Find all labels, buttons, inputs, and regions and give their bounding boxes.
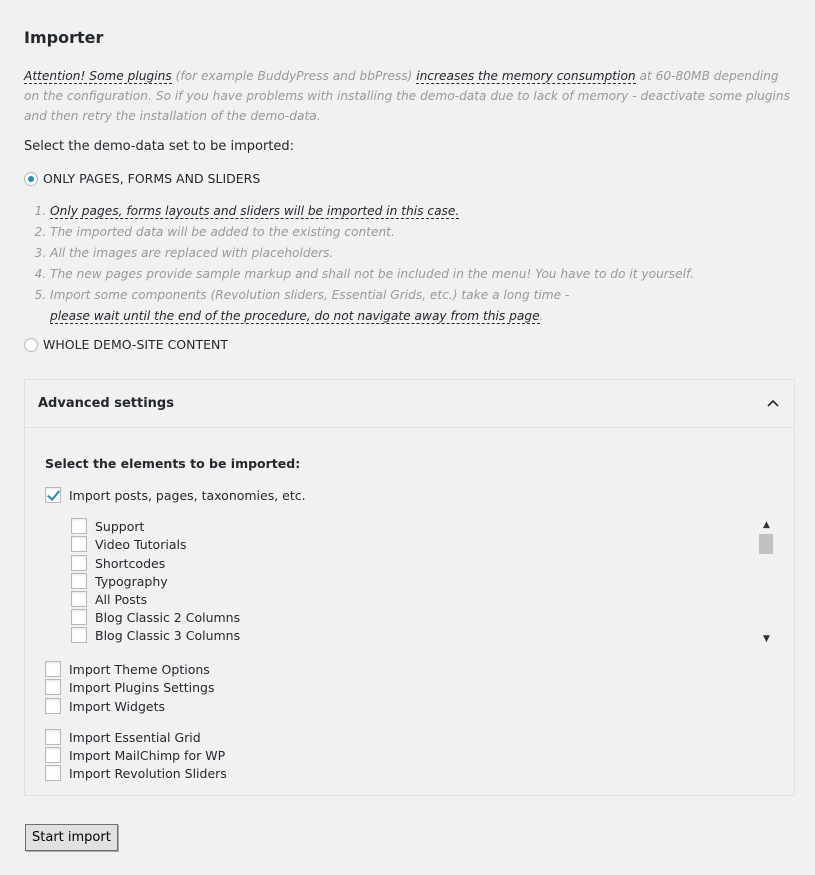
note-item <box>50 201 810 222</box>
checkbox-label: Typography <box>95 573 168 589</box>
note-item: 3. All the images are replaced with placeholders. <box>50 243 810 264</box>
attention-text: (for example BuddyPress and bbPress) <box>171 69 417 83</box>
elements-label: Select the elements to be imported: <box>45 456 301 471</box>
page-option[interactable] <box>71 518 144 534</box>
checkbox-label: Blog Classic 2 Columns <box>95 609 241 625</box>
checkbox[interactable] <box>45 679 61 695</box>
pages-scroll-list[interactable] <box>71 518 775 646</box>
attention-notice <box>24 66 794 126</box>
checkbox-label: Video Tutorials <box>95 536 187 552</box>
import-mailchimp[interactable] <box>45 747 225 763</box>
note-text: Import some components (Revolution sliders, Essential Grids, etc.) take a long time - <box>50 288 570 302</box>
import-plugins-settings[interactable] <box>45 679 214 695</box>
radio-whole-site[interactable] <box>24 337 228 352</box>
page-option[interactable] <box>71 555 165 571</box>
chevron-up-icon[interactable] <box>766 396 780 412</box>
note-warning: please wait until the end of the procedure, do not navigate away from this page <box>50 309 540 323</box>
checkbox[interactable] <box>71 518 87 534</box>
page-option[interactable] <box>71 591 147 607</box>
checkbox-label: All Posts <box>95 591 148 607</box>
import-widgets[interactable] <box>45 698 165 714</box>
select-demo-label: Select the demo-data set to be imported: <box>24 139 295 154</box>
radio-only-pages[interactable] <box>24 171 260 186</box>
checkbox[interactable] <box>71 609 87 625</box>
checkbox[interactable] <box>45 747 61 763</box>
checkbox[interactable] <box>71 536 87 552</box>
page-option[interactable] <box>71 609 240 625</box>
arrow-up-icon[interactable]: ▲ <box>763 520 770 530</box>
checkbox-label: Import Revolution Sliders <box>69 765 227 781</box>
radio-label: WHOLE DEMO-SITE CONTENT <box>43 337 229 352</box>
memory-link[interactable]: increases the memory consumption <box>416 69 636 83</box>
checkbox-label: Import Essential Grid <box>69 729 201 745</box>
radio-label: ONLY PAGES, FORMS AND SLIDERS <box>43 171 261 186</box>
attention-link[interactable]: Attention! Some plugins <box>24 69 172 83</box>
radio-button[interactable] <box>24 172 38 186</box>
checkbox[interactable] <box>45 698 61 714</box>
advanced-settings-header[interactable] <box>25 380 794 428</box>
page-option[interactable] <box>71 627 240 643</box>
import-posts-option[interactable] <box>45 487 306 503</box>
page-option[interactable] <box>71 536 186 552</box>
arrow-down-icon[interactable]: ▼ <box>763 634 770 644</box>
scrollbar-thumb[interactable] <box>759 534 773 554</box>
checkbox[interactable] <box>45 487 61 503</box>
page-title: Importer <box>24 28 104 47</box>
checkbox[interactable] <box>71 627 87 643</box>
import-essential-grid[interactable] <box>45 729 201 745</box>
page-option[interactable] <box>71 573 168 589</box>
checkbox-label: Blog Classic 3 Columns <box>95 627 241 643</box>
advanced-settings-title: Advanced settings <box>38 396 174 411</box>
note-item: 4. The new pages provide sample markup and shall not be included in the menu! You have to do it yourself. <box>50 264 810 285</box>
checkbox[interactable] <box>71 591 87 607</box>
checkbox[interactable] <box>45 661 61 677</box>
note-end: . <box>539 309 544 323</box>
start-import-button[interactable]: Start import <box>25 824 118 851</box>
checkbox-label: Import MailChimp for WP <box>69 747 226 763</box>
checkbox-label: Import Plugins Settings <box>69 679 215 695</box>
checkbox-label: Import Widgets <box>69 698 165 714</box>
import-theme-options[interactable] <box>45 661 210 677</box>
checkbox-label: Import posts, pages, taxonomies, etc. <box>69 487 306 503</box>
note-item: 2. The imported data will be added to the existing content. <box>50 222 810 243</box>
attention-text-rest: at 60-80MB depending on the configuration. So if you have problems with installing the demo-data due to lack of memory - deactivate some plugins and then retry the installation of the demo-data. <box>24 69 791 123</box>
checkbox[interactable] <box>71 573 87 589</box>
checkbox[interactable] <box>71 555 87 571</box>
checkbox-label: Support <box>95 518 145 534</box>
notes-list <box>24 201 810 327</box>
advanced-settings-panel <box>24 379 795 796</box>
note-text: Only pages, forms layouts and sliders will be imported in this case. <box>50 204 460 218</box>
checkbox[interactable] <box>45 765 61 781</box>
checkbox-label: Import Theme Options <box>69 661 210 677</box>
checkbox[interactable] <box>45 729 61 745</box>
checkbox-label: Shortcodes <box>95 555 166 571</box>
radio-button[interactable] <box>24 338 38 352</box>
pages-scrollbar[interactable] <box>758 518 775 646</box>
note-item <box>50 285 810 327</box>
import-revolution-sliders[interactable] <box>45 765 227 781</box>
